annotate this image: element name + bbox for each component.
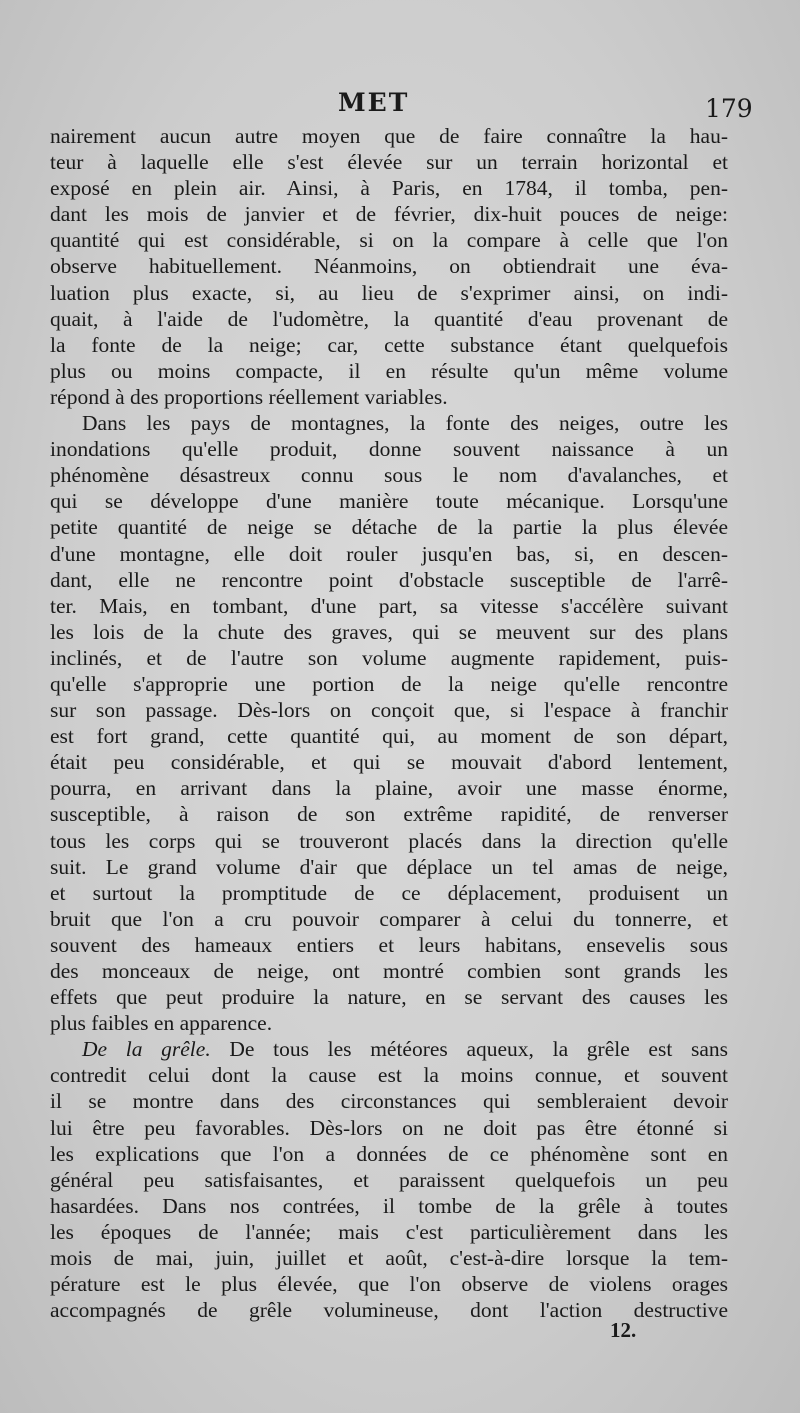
text-line: est fort grand, cette quantité qui, au moment de son départ, <box>50 724 728 749</box>
text-line: lui être peu favorables. Dès-lors on ne doit pas être étonné si <box>50 1115 728 1140</box>
text-line: tous les corps qui se trouveront placés dans la direction qu'elle <box>50 828 728 853</box>
text-line: nairement aucun autre moyen que de faire connaître la hau- <box>50 124 728 148</box>
page-header <box>0 88 800 124</box>
text-line: les époques de l'année; mais c'est particulièrement dans les <box>50 1219 728 1244</box>
text-line: pérature est le plus élevée, que l'on observe de violens orages <box>50 1272 728 1297</box>
section-heading: De la grêle. <box>82 1037 211 1062</box>
text-line: quantité qui est considérable, si on la compare à celle que l'on <box>50 228 728 253</box>
text-line: luation plus exacte, si, au lieu de s'exprimer ainsi, on indi- <box>50 280 728 305</box>
text-line: les lois de la chute des graves, qui se meuvent sur des plans <box>50 619 728 644</box>
text-line: contredit celui dont la cause est la moins connue, et souvent <box>50 1063 728 1088</box>
text-line: suit. Le grand volume d'air que déplace un tel amas de neige, <box>50 854 728 879</box>
line-text: De tous les météores aqueux, la grêle est sans <box>210 1037 729 1062</box>
text-line: plus faibles en apparence. <box>50 1011 273 1036</box>
text-line: observe habituellement. Néanmoins, on obtiendrait une éva- <box>50 254 728 279</box>
signature-mark: 12. <box>610 1318 637 1342</box>
text-line: sur son passage. Dès-lors on conçoit que, si l'espace à franchir <box>50 698 728 723</box>
text-line: des monceaux de neige, ont montré combien sont grands les <box>50 959 728 983</box>
text-line: les explications que l'on a données de ce phénomène sont en <box>50 1141 728 1166</box>
text-line: inclinés, et de l'autre son volume augmente rapidement, puis- <box>50 645 728 670</box>
text-line: pourra, en arrivant dans la plaine, avoir une masse énorme, <box>50 776 728 801</box>
text-line: mois de mai, juin, juillet et août, c'est-à-dire lorsque la tem- <box>50 1246 728 1271</box>
paragraph-1 <box>50 123 728 410</box>
text-line: il se montre dans des circonstances qui sembleraient devoir <box>50 1089 728 1114</box>
text-line: phénomène désastreux connu sous le nom d'avalanches, et <box>50 463 728 488</box>
text-line: qui se développe d'une manière toute mécanique. Lorsqu'une <box>50 489 728 514</box>
text-line: et surtout la promptitude de ce déplacement, produisent un <box>50 880 728 905</box>
text-line: effets que peut produire la nature, en se servant des causes les <box>50 985 728 1010</box>
text-line: petite quantité de neige se détache de la partie la plus élevée <box>50 515 728 540</box>
text-line: Dans les pays de montagnes, la fonte des neiges, outre les <box>82 411 728 436</box>
paragraph-3 <box>50 1036 728 1323</box>
text-line <box>50 1036 728 1062</box>
text-line: accompagnés de grêle volumineuse, dont l'action destructive <box>50 1298 728 1323</box>
text-line: la fonte de la neige; car, cette substance étant quelquefois <box>50 332 728 357</box>
text-line: dant, elle ne rencontre point d'obstacle susceptible de l'arrê- <box>50 567 728 592</box>
text-line: général peu satisfaisantes, et paraissent quelquefois un peu <box>50 1167 728 1192</box>
text-line: dant les mois de janvier et de février, dix-huit pouces de neige: <box>50 202 728 227</box>
text-line: était peu considérable, et qui se mouvait d'abord lentement, <box>50 750 728 775</box>
text-line: ter. Mais, en tombant, d'une part, sa vitesse s'accélère suivant <box>50 593 728 618</box>
running-head: MET <box>338 88 410 117</box>
text-line: exposé en plein air. Ainsi, à Paris, en 1784, il tomba, pen- <box>50 176 728 201</box>
text-line: teur à laquelle elle s'est élevée sur un terrain horizontal et <box>50 150 728 175</box>
text-line: bruit que l'on a cru pouvoir comparer à celui du tonnerre, et <box>50 906 728 931</box>
text-line: susceptible, à raison de son extrême rapidité, de renverser <box>50 802 728 827</box>
text-line: plus ou moins compacte, il en résulte qu'un même volume <box>50 358 728 383</box>
text-line: quait, à l'aide de l'udomètre, la quantité d'eau provenant de <box>50 306 728 331</box>
text-line: répond à des proportions réellement variables. <box>50 384 448 409</box>
page-number: 179 <box>705 94 753 123</box>
text-line: hasardées. Dans nos contrées, il tombe de la grêle à toutes <box>50 1193 728 1218</box>
text-line: qu'elle s'approprie une portion de la neige qu'elle rencontre <box>50 671 728 696</box>
paragraph-2 <box>50 410 728 1036</box>
body-text <box>50 123 728 1323</box>
text-line: d'une montagne, elle doit rouler jusqu'en bas, si, en descen- <box>50 541 728 566</box>
text-line: souvent des hameaux entiers et leurs habitans, ensevelis sous <box>50 932 728 957</box>
text-line: inondations qu'elle produit, donne souvent naissance à un <box>50 437 728 462</box>
